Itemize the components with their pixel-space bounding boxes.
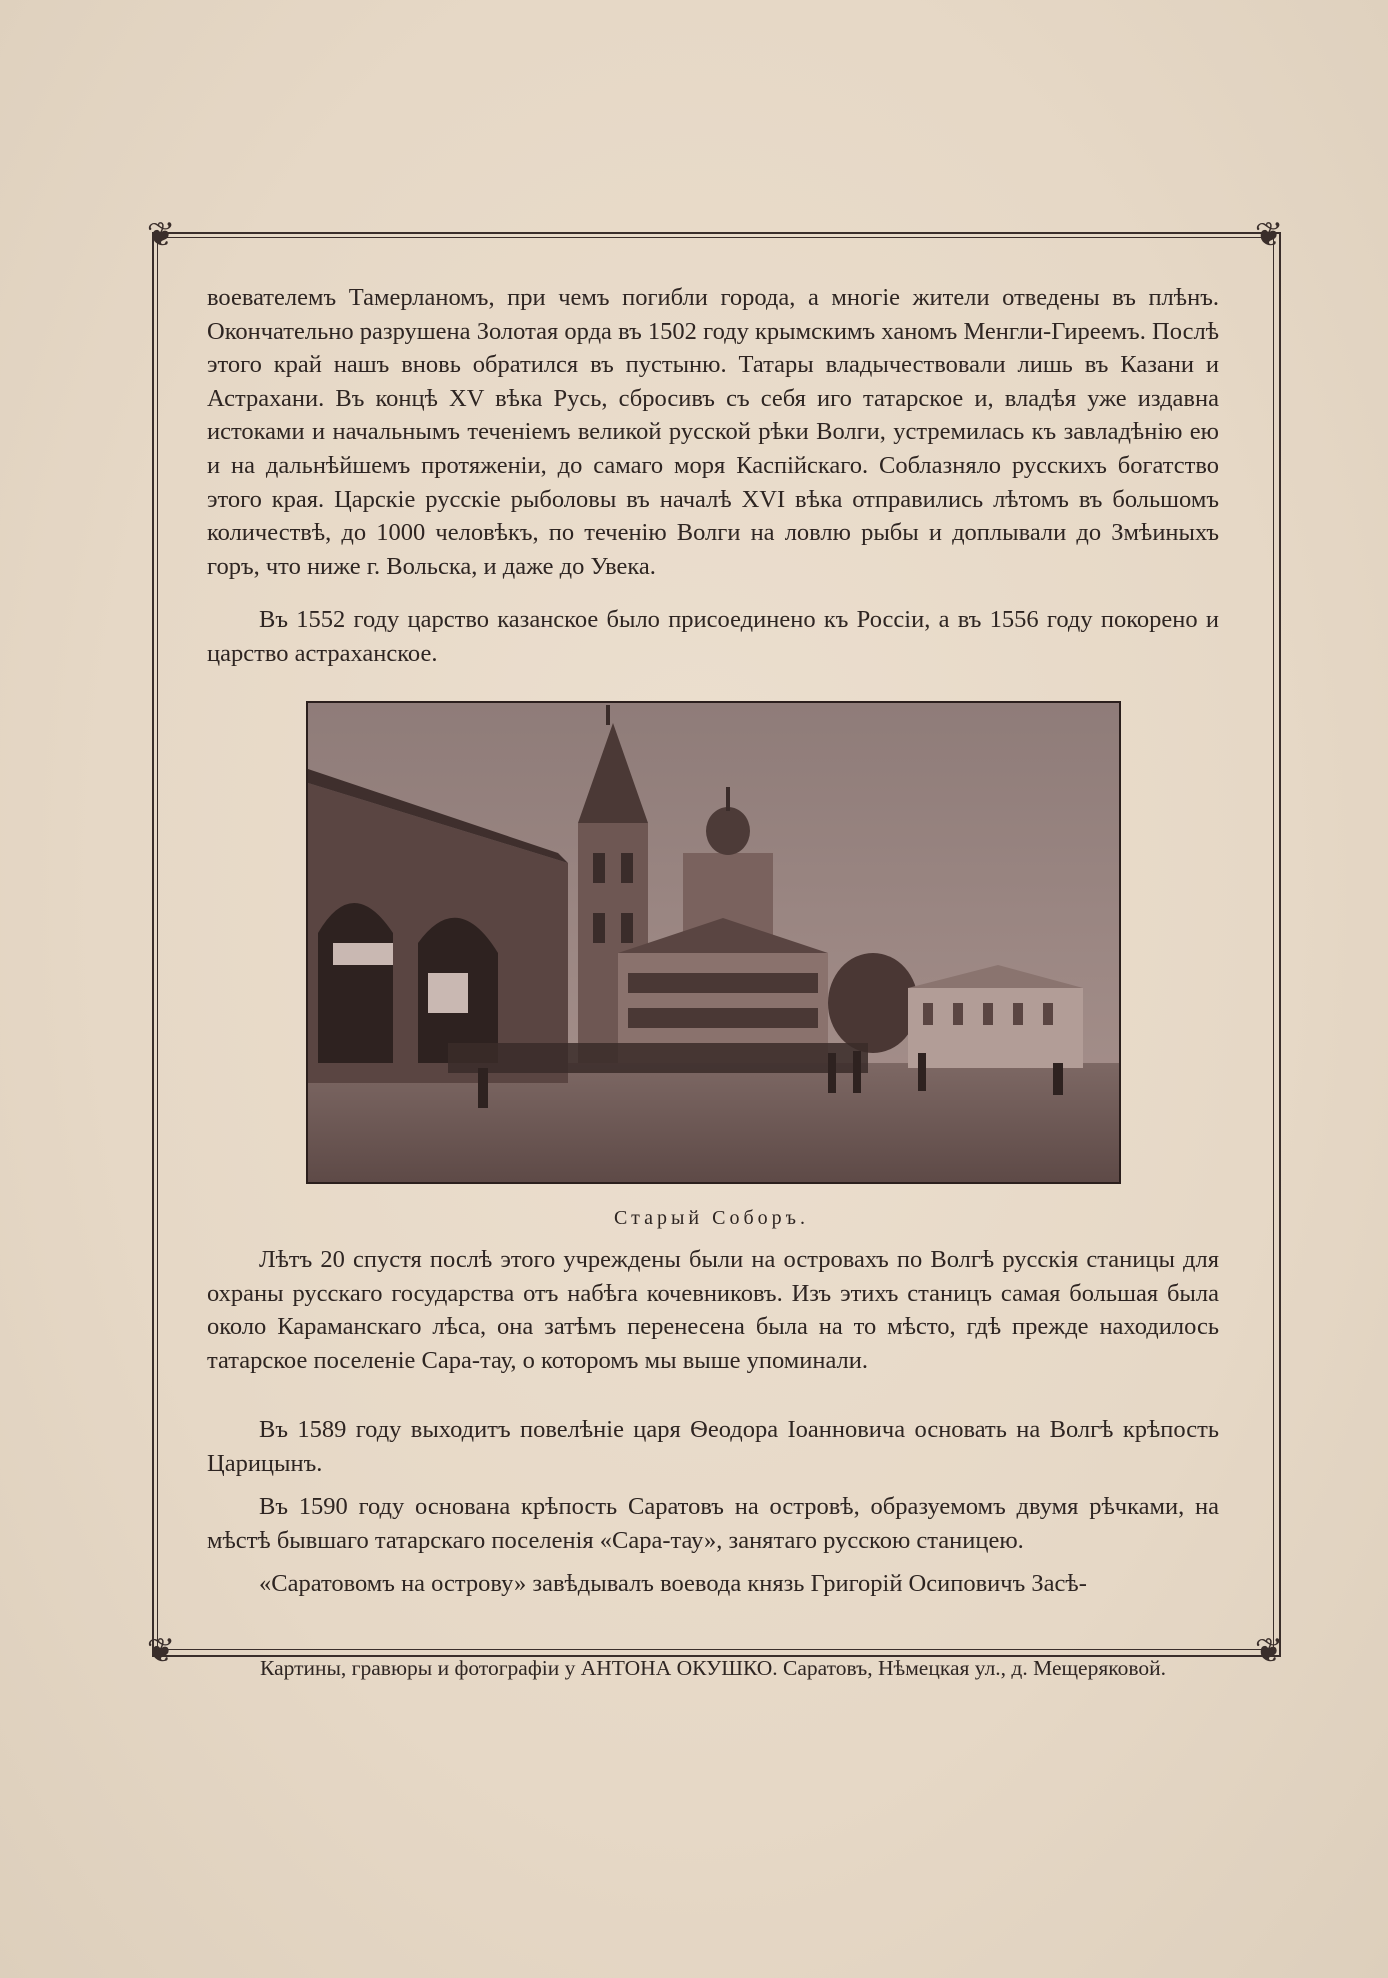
body-text-tsaritsyn [207, 1413, 1219, 1480]
publisher-footer: Картины, гравюры и фотографiи у АНТОНА ОКУШКО. Саратовъ, Нѣмецкая ул., д. Мещеряковой. [260, 1656, 1166, 1680]
body-text-voevoda [207, 1567, 1219, 1601]
floral-corner-ornament-icon: ❦ [1254, 1631, 1284, 1671]
floral-corner-ornament-icon: ❦ [1254, 215, 1284, 255]
paragraph: Лѣтъ 20 спустя послѣ этого учреждены были на островахъ по Волгѣ русскiя станицы для охраны русскаго государства отъ набѣга кочевниковъ. Изъ этихъ станицъ самая большая была около Караманскаго лѣса, она затѣмъ перенесена была на то мѣсто, гдѣ прежде находилось татарское поселенiе Сара-тау, о которомъ мы выше упоминали. [207, 1246, 1219, 1374]
body-text-kazan [207, 603, 1219, 670]
paragraph: Въ 1589 году выходитъ повелѣнiе царя Ѳеодора Iоанновича основать на Волгѣ крѣпость Царицынъ. [207, 1416, 1219, 1477]
floral-corner-ornament-icon: ❦ [146, 215, 176, 255]
floral-corner-ornament-icon: ❦ [146, 1631, 176, 1671]
paragraph: «Саратовомъ на острову» завѣдывалъ воевода князь Григорiй Осиповичъ Засѣ- [259, 1570, 1087, 1597]
figure-caption: Старый Соборъ. [614, 1207, 809, 1229]
paragraph: воевателемъ Тамерланомъ, при чемъ погибли города, а многiе жители отведены въ плѣнъ. Окончательно разрушена Золотая орда въ 1502 году крымскимъ ханомъ Менгли-Гиреемъ. Послѣ этого край нашъ вновь обратился въ пустыню. Татары владычествовали лишь въ Казани и Астрахани. Въ концѣ XV вѣка Русь, сбросивъ съ себя иго татарское и, владѣя уже издавна истоками и начальнымъ теченiемъ великой русской рѣки Волги, устремилась къ завладѣнiю ею и на дальнѣйшемъ протяженiи, до самаго моря Каспiйскаго. Соблазняло русскихъ богатство этого края. Царскiе русскiе рыболовы въ началѣ XVI вѣка отправились лѣтомъ въ большомъ количествѣ, до 1000 человѣкъ, по теченiю Волги на ловлю рыбы и доплывали до Змѣиныхъ горъ, что ниже г. Вольска, и даже до Увека. [207, 284, 1219, 580]
body-text-top [207, 281, 1219, 583]
body-text-stanitsy [207, 1243, 1219, 1377]
old-cathedral-photo [306, 701, 1121, 1184]
body-text-saratov [207, 1490, 1219, 1557]
paragraph: Въ 1552 году царство казанское было присоединено къ Россiи, а въ 1556 году покорено и царство астраханское. [207, 606, 1219, 667]
paragraph: Въ 1590 году основана крѣпость Саратовъ на островѣ, образуемомъ двумя рѣчками, на мѣстѣ бывшаго татарскаго поселенiя «Сара-тау», занятаго русскою станицею. [207, 1493, 1219, 1554]
